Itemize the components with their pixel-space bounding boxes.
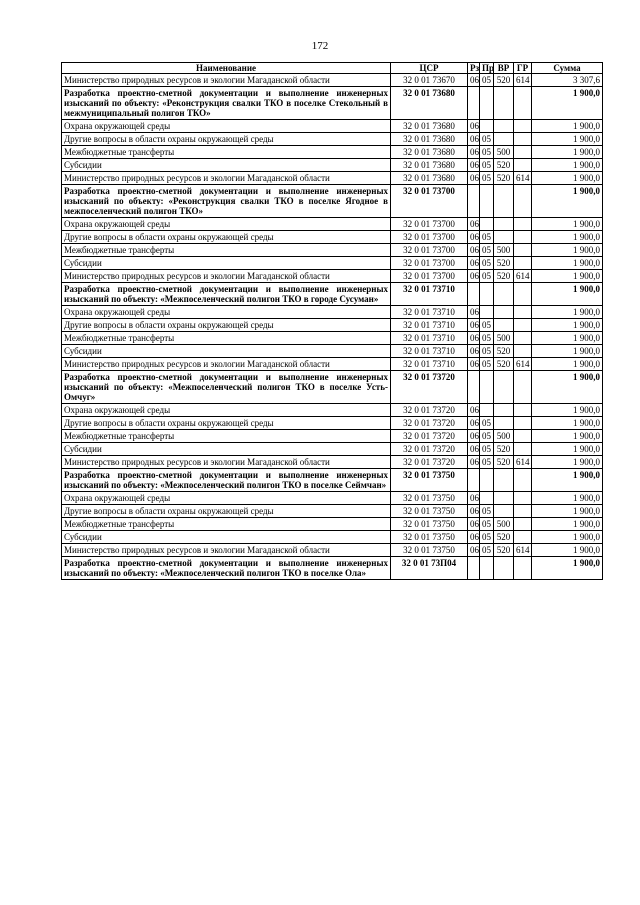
cell-sum: 1 900,0 — [532, 120, 603, 133]
header-rz: Рз — [468, 63, 480, 74]
cell-rz — [468, 469, 480, 492]
table-row — [62, 430, 603, 443]
cell-vr — [494, 87, 514, 120]
cell-name: Межбюджетные трансферты — [62, 332, 391, 345]
cell-rz: 06 — [468, 231, 480, 244]
cell-pr — [480, 283, 494, 306]
cell-pr: 05 — [480, 456, 494, 469]
cell-gr — [514, 505, 532, 518]
cell-rz: 06 — [468, 332, 480, 345]
cell-rz: 06 — [468, 456, 480, 469]
cell-csr: 32 0 01 73700 — [391, 185, 468, 218]
cell-sum: 1 900,0 — [532, 218, 603, 231]
table-row — [62, 133, 603, 146]
cell-pr — [480, 404, 494, 417]
cell-sum: 1 900,0 — [532, 417, 603, 430]
cell-gr — [514, 120, 532, 133]
header-name: Наименование — [62, 63, 391, 74]
cell-name: Субсидии — [62, 443, 391, 456]
cell-pr — [480, 469, 494, 492]
cell-rz — [468, 283, 480, 306]
cell-gr: 614 — [514, 74, 532, 87]
cell-gr — [514, 531, 532, 544]
cell-pr: 05 — [480, 159, 494, 172]
cell-rz: 06 — [468, 358, 480, 371]
cell-vr — [494, 469, 514, 492]
cell-sum: 1 900,0 — [532, 358, 603, 371]
table-row — [62, 319, 603, 332]
cell-vr — [494, 319, 514, 332]
cell-gr — [514, 518, 532, 531]
cell-sum: 1 900,0 — [532, 185, 603, 218]
cell-rz: 06 — [468, 159, 480, 172]
cell-gr — [514, 332, 532, 345]
cell-name: Субсидии — [62, 257, 391, 270]
cell-csr: 32 0 01 73750 — [391, 518, 468, 531]
cell-pr: 05 — [480, 231, 494, 244]
cell-sum: 1 900,0 — [532, 231, 603, 244]
cell-gr: 614 — [514, 544, 532, 557]
cell-vr — [494, 417, 514, 430]
cell-csr: 32 0 01 73710 — [391, 345, 468, 358]
page-number: 172 — [311, 40, 329, 52]
cell-pr — [480, 120, 494, 133]
cell-csr: 32 0 01 73700 — [391, 257, 468, 270]
cell-sum: 1 900,0 — [532, 146, 603, 159]
cell-gr — [514, 306, 532, 319]
cell-pr: 05 — [480, 505, 494, 518]
cell-pr: 05 — [480, 544, 494, 557]
cell-vr: 500 — [494, 430, 514, 443]
cell-sum: 1 900,0 — [532, 371, 603, 404]
cell-pr: 05 — [480, 332, 494, 345]
cell-vr: 520 — [494, 544, 514, 557]
cell-name: Межбюджетные трансферты — [62, 518, 391, 531]
cell-vr — [494, 218, 514, 231]
cell-csr: 32 0 01 73680 — [391, 159, 468, 172]
table-row-section — [62, 185, 603, 218]
cell-sum: 1 900,0 — [532, 87, 603, 120]
cell-vr: 520 — [494, 456, 514, 469]
cell-gr: 614 — [514, 270, 532, 283]
cell-gr — [514, 257, 532, 270]
cell-csr: 32 0 01 73700 — [391, 244, 468, 257]
table-row — [62, 231, 603, 244]
cell-gr — [514, 443, 532, 456]
cell-csr: 32 0 01 73720 — [391, 417, 468, 430]
table-row — [62, 531, 603, 544]
cell-gr — [514, 283, 532, 306]
cell-gr — [514, 319, 532, 332]
table-row — [62, 120, 603, 133]
table-row — [62, 492, 603, 505]
cell-name: Разработка проектно-сметной документации и выполнение инженерных изысканий по объекту: «Межпоселенческий полигон ТКО в поселке Усть-Омчуг» — [62, 371, 391, 404]
cell-csr: 32 0 01 73720 — [391, 443, 468, 456]
cell-sum: 1 900,0 — [532, 404, 603, 417]
cell-name: Разработка проектно-сметной документации и выполнение инженерных изысканий по объекту: «Межпоселенческий полигон ТКО в поселке Сеймчан» — [62, 469, 391, 492]
cell-rz: 06 — [468, 244, 480, 257]
cell-pr: 05 — [480, 319, 494, 332]
cell-name: Министерство природных ресурсов и экологии Магаданской области — [62, 358, 391, 371]
cell-name: Субсидии — [62, 159, 391, 172]
table-row — [62, 306, 603, 319]
table-row — [62, 159, 603, 172]
cell-rz: 06 — [468, 270, 480, 283]
cell-rz: 06 — [468, 505, 480, 518]
cell-rz: 06 — [468, 404, 480, 417]
cell-gr — [514, 469, 532, 492]
table-row — [62, 257, 603, 270]
cell-pr: 05 — [480, 345, 494, 358]
cell-csr: 32 0 01 73750 — [391, 492, 468, 505]
cell-name: Министерство природных ресурсов и экологии Магаданской области — [62, 270, 391, 283]
cell-pr: 05 — [480, 531, 494, 544]
cell-sum: 1 900,0 — [532, 332, 603, 345]
cell-pr — [480, 185, 494, 218]
cell-pr: 05 — [480, 133, 494, 146]
table-row — [62, 358, 603, 371]
header-sum: Сумма — [532, 63, 603, 74]
cell-vr — [494, 505, 514, 518]
cell-pr: 05 — [480, 270, 494, 283]
cell-sum: 1 900,0 — [532, 505, 603, 518]
cell-name: Другие вопросы в области охраны окружающей среды — [62, 505, 391, 518]
cell-vr: 500 — [494, 244, 514, 257]
cell-csr: 32 0 01 73700 — [391, 270, 468, 283]
cell-sum: 1 900,0 — [532, 244, 603, 257]
cell-name: Субсидии — [62, 531, 391, 544]
cell-vr — [494, 557, 514, 580]
cell-pr: 05 — [480, 417, 494, 430]
cell-pr — [480, 557, 494, 580]
cell-gr — [514, 244, 532, 257]
cell-sum: 1 900,0 — [532, 345, 603, 358]
cell-gr — [514, 146, 532, 159]
cell-vr — [494, 492, 514, 505]
cell-name: Охрана окружающей среды — [62, 218, 391, 231]
cell-name: Охрана окружающей среды — [62, 120, 391, 133]
header-gr: ГР — [514, 63, 532, 74]
cell-csr: 32 0 01 73750 — [391, 544, 468, 557]
cell-sum: 1 900,0 — [532, 544, 603, 557]
table-row — [62, 74, 603, 87]
table-row — [62, 244, 603, 257]
table-header-row — [62, 63, 603, 74]
cell-vr — [494, 306, 514, 319]
table-body — [62, 74, 603, 580]
header-pr: Пр — [480, 63, 494, 74]
cell-pr — [480, 492, 494, 505]
cell-rz: 06 — [468, 120, 480, 133]
cell-rz: 06 — [468, 146, 480, 159]
cell-sum: 1 900,0 — [532, 172, 603, 185]
cell-vr: 520 — [494, 74, 514, 87]
cell-csr: 32 0 01 73710 — [391, 332, 468, 345]
cell-vr — [494, 120, 514, 133]
cell-vr — [494, 404, 514, 417]
cell-gr — [514, 492, 532, 505]
cell-sum: 3 307,6 — [532, 74, 603, 87]
table-row — [62, 270, 603, 283]
cell-vr — [494, 133, 514, 146]
cell-pr: 05 — [480, 244, 494, 257]
table-row-section — [62, 87, 603, 120]
cell-sum: 1 900,0 — [532, 518, 603, 531]
cell-csr: 32 0 01 73750 — [391, 469, 468, 492]
cell-rz — [468, 185, 480, 218]
cell-rz: 06 — [468, 345, 480, 358]
cell-gr: 614 — [514, 456, 532, 469]
cell-pr: 05 — [480, 74, 494, 87]
cell-pr: 05 — [480, 443, 494, 456]
cell-pr: 05 — [480, 146, 494, 159]
cell-vr: 520 — [494, 270, 514, 283]
table-row — [62, 332, 603, 345]
cell-csr: 32 0 01 73680 — [391, 87, 468, 120]
cell-name: Разработка проектно-сметной документации и выполнение инженерных изысканий по объекту: «Межпоселенческий полигон ТКО в поселке Ола» — [62, 557, 391, 580]
table-row — [62, 505, 603, 518]
cell-rz — [468, 371, 480, 404]
cell-sum: 1 900,0 — [532, 557, 603, 580]
cell-vr: 520 — [494, 172, 514, 185]
cell-csr: 32 0 01 73700 — [391, 218, 468, 231]
cell-name: Межбюджетные трансферты — [62, 146, 391, 159]
cell-gr — [514, 371, 532, 404]
cell-sum: 1 900,0 — [532, 133, 603, 146]
cell-pr: 05 — [480, 358, 494, 371]
cell-sum: 1 900,0 — [532, 469, 603, 492]
cell-rz: 06 — [468, 492, 480, 505]
cell-vr: 520 — [494, 358, 514, 371]
cell-gr — [514, 218, 532, 231]
cell-name: Другие вопросы в области охраны окружающей среды — [62, 133, 391, 146]
cell-rz: 06 — [468, 319, 480, 332]
cell-sum: 1 900,0 — [532, 492, 603, 505]
cell-rz: 06 — [468, 306, 480, 319]
cell-gr — [514, 133, 532, 146]
cell-vr: 520 — [494, 345, 514, 358]
cell-sum: 1 900,0 — [532, 456, 603, 469]
cell-gr — [514, 557, 532, 580]
cell-gr — [514, 417, 532, 430]
cell-name: Разработка проектно-сметной документации и выполнение инженерных изысканий по объекту: «Реконструкция свалки ТКО в поселке Стекольный в межмуниципальный полигон ТКО» — [62, 87, 391, 120]
cell-gr — [514, 231, 532, 244]
cell-csr: 32 0 01 73710 — [391, 306, 468, 319]
cell-sum: 1 900,0 — [532, 443, 603, 456]
cell-rz: 06 — [468, 133, 480, 146]
cell-name: Субсидии — [62, 345, 391, 358]
cell-name: Другие вопросы в области охраны окружающей среды — [62, 231, 391, 244]
cell-pr — [480, 306, 494, 319]
cell-vr: 520 — [494, 443, 514, 456]
cell-vr: 520 — [494, 257, 514, 270]
cell-rz: 06 — [468, 430, 480, 443]
table-row — [62, 218, 603, 231]
cell-gr — [514, 430, 532, 443]
cell-name: Разработка проектно-сметной документации и выполнение инженерных изысканий по объекту: «Межпоселенческий полигон ТКО в городе Сусуман» — [62, 283, 391, 306]
cell-csr: 32 0 01 73720 — [391, 371, 468, 404]
cell-csr: 32 0 01 73680 — [391, 146, 468, 159]
table-row — [62, 172, 603, 185]
cell-rz — [468, 87, 480, 120]
cell-sum: 1 900,0 — [532, 270, 603, 283]
header-csr: ЦСР — [391, 63, 468, 74]
cell-csr: 32 0 01 73720 — [391, 456, 468, 469]
cell-pr — [480, 371, 494, 404]
cell-pr: 05 — [480, 172, 494, 185]
cell-pr: 05 — [480, 518, 494, 531]
cell-csr: 32 0 01 73710 — [391, 283, 468, 306]
cell-name: Охрана окружающей среды — [62, 492, 391, 505]
cell-gr — [514, 185, 532, 218]
cell-name: Межбюджетные трансферты — [62, 430, 391, 443]
cell-csr: 32 0 01 73710 — [391, 358, 468, 371]
cell-csr: 32 0 01 73680 — [391, 172, 468, 185]
cell-csr: 32 0 01 73720 — [391, 430, 468, 443]
cell-rz: 06 — [468, 443, 480, 456]
cell-gr — [514, 404, 532, 417]
cell-rz: 06 — [468, 531, 480, 544]
header-vr: ВР — [494, 63, 514, 74]
cell-vr: 520 — [494, 531, 514, 544]
cell-gr — [514, 159, 532, 172]
cell-sum: 1 900,0 — [532, 531, 603, 544]
cell-csr: 32 0 01 73710 — [391, 319, 468, 332]
table-row — [62, 146, 603, 159]
cell-csr: 32 0 01 73750 — [391, 531, 468, 544]
table-row — [62, 456, 603, 469]
cell-gr: 614 — [514, 358, 532, 371]
table-row-section — [62, 283, 603, 306]
cell-gr: 614 — [514, 172, 532, 185]
cell-csr: 32 0 01 73720 — [391, 404, 468, 417]
budget-table — [61, 62, 603, 580]
cell-pr — [480, 218, 494, 231]
table-row — [62, 544, 603, 557]
table-row-section — [62, 469, 603, 492]
table-row-section — [62, 371, 603, 404]
cell-rz: 06 — [468, 518, 480, 531]
cell-name: Министерство природных ресурсов и экологии Магаданской области — [62, 74, 391, 87]
cell-vr — [494, 371, 514, 404]
cell-rz: 06 — [468, 417, 480, 430]
cell-vr: 500 — [494, 332, 514, 345]
cell-sum: 1 900,0 — [532, 283, 603, 306]
table-row — [62, 404, 603, 417]
table-row — [62, 443, 603, 456]
cell-rz: 06 — [468, 172, 480, 185]
cell-name: Другие вопросы в области охраны окружающей среды — [62, 319, 391, 332]
table-row — [62, 518, 603, 531]
cell-csr: 32 0 01 73П04 — [391, 557, 468, 580]
cell-vr: 500 — [494, 518, 514, 531]
cell-pr: 05 — [480, 430, 494, 443]
cell-pr — [480, 87, 494, 120]
cell-name: Разработка проектно-сметной документации и выполнение инженерных изысканий по объекту: «Реконструкция свалки ТКО в поселке Ягодное в межпоселенческий полигон ТКО» — [62, 185, 391, 218]
cell-rz: 06 — [468, 544, 480, 557]
cell-rz: 06 — [468, 257, 480, 270]
cell-vr: 500 — [494, 146, 514, 159]
cell-name: Охрана окружающей среды — [62, 306, 391, 319]
cell-vr — [494, 283, 514, 306]
cell-sum: 1 900,0 — [532, 306, 603, 319]
table-row-section — [62, 557, 603, 580]
cell-csr: 32 0 01 73670 — [391, 74, 468, 87]
cell-gr — [514, 87, 532, 120]
cell-rz — [468, 557, 480, 580]
cell-csr: 32 0 01 73700 — [391, 231, 468, 244]
cell-sum: 1 900,0 — [532, 159, 603, 172]
cell-csr: 32 0 01 73750 — [391, 505, 468, 518]
cell-sum: 1 900,0 — [532, 319, 603, 332]
cell-vr — [494, 231, 514, 244]
cell-pr: 05 — [480, 257, 494, 270]
cell-name: Охрана окружающей среды — [62, 404, 391, 417]
table-row — [62, 345, 603, 358]
cell-csr: 32 0 01 73680 — [391, 133, 468, 146]
cell-name: Межбюджетные трансферты — [62, 244, 391, 257]
cell-name: Министерство природных ресурсов и экологии Магаданской области — [62, 456, 391, 469]
cell-vr: 520 — [494, 159, 514, 172]
cell-name: Другие вопросы в области охраны окружающей среды — [62, 417, 391, 430]
cell-vr — [494, 185, 514, 218]
table-row — [62, 417, 603, 430]
cell-gr — [514, 345, 532, 358]
cell-sum: 1 900,0 — [532, 430, 603, 443]
cell-name: Министерство природных ресурсов и экологии Магаданской области — [62, 172, 391, 185]
cell-name: Министерство природных ресурсов и экологии Магаданской области — [62, 544, 391, 557]
cell-rz: 06 — [468, 74, 480, 87]
cell-sum: 1 900,0 — [532, 257, 603, 270]
cell-csr: 32 0 01 73680 — [391, 120, 468, 133]
cell-rz: 06 — [468, 218, 480, 231]
